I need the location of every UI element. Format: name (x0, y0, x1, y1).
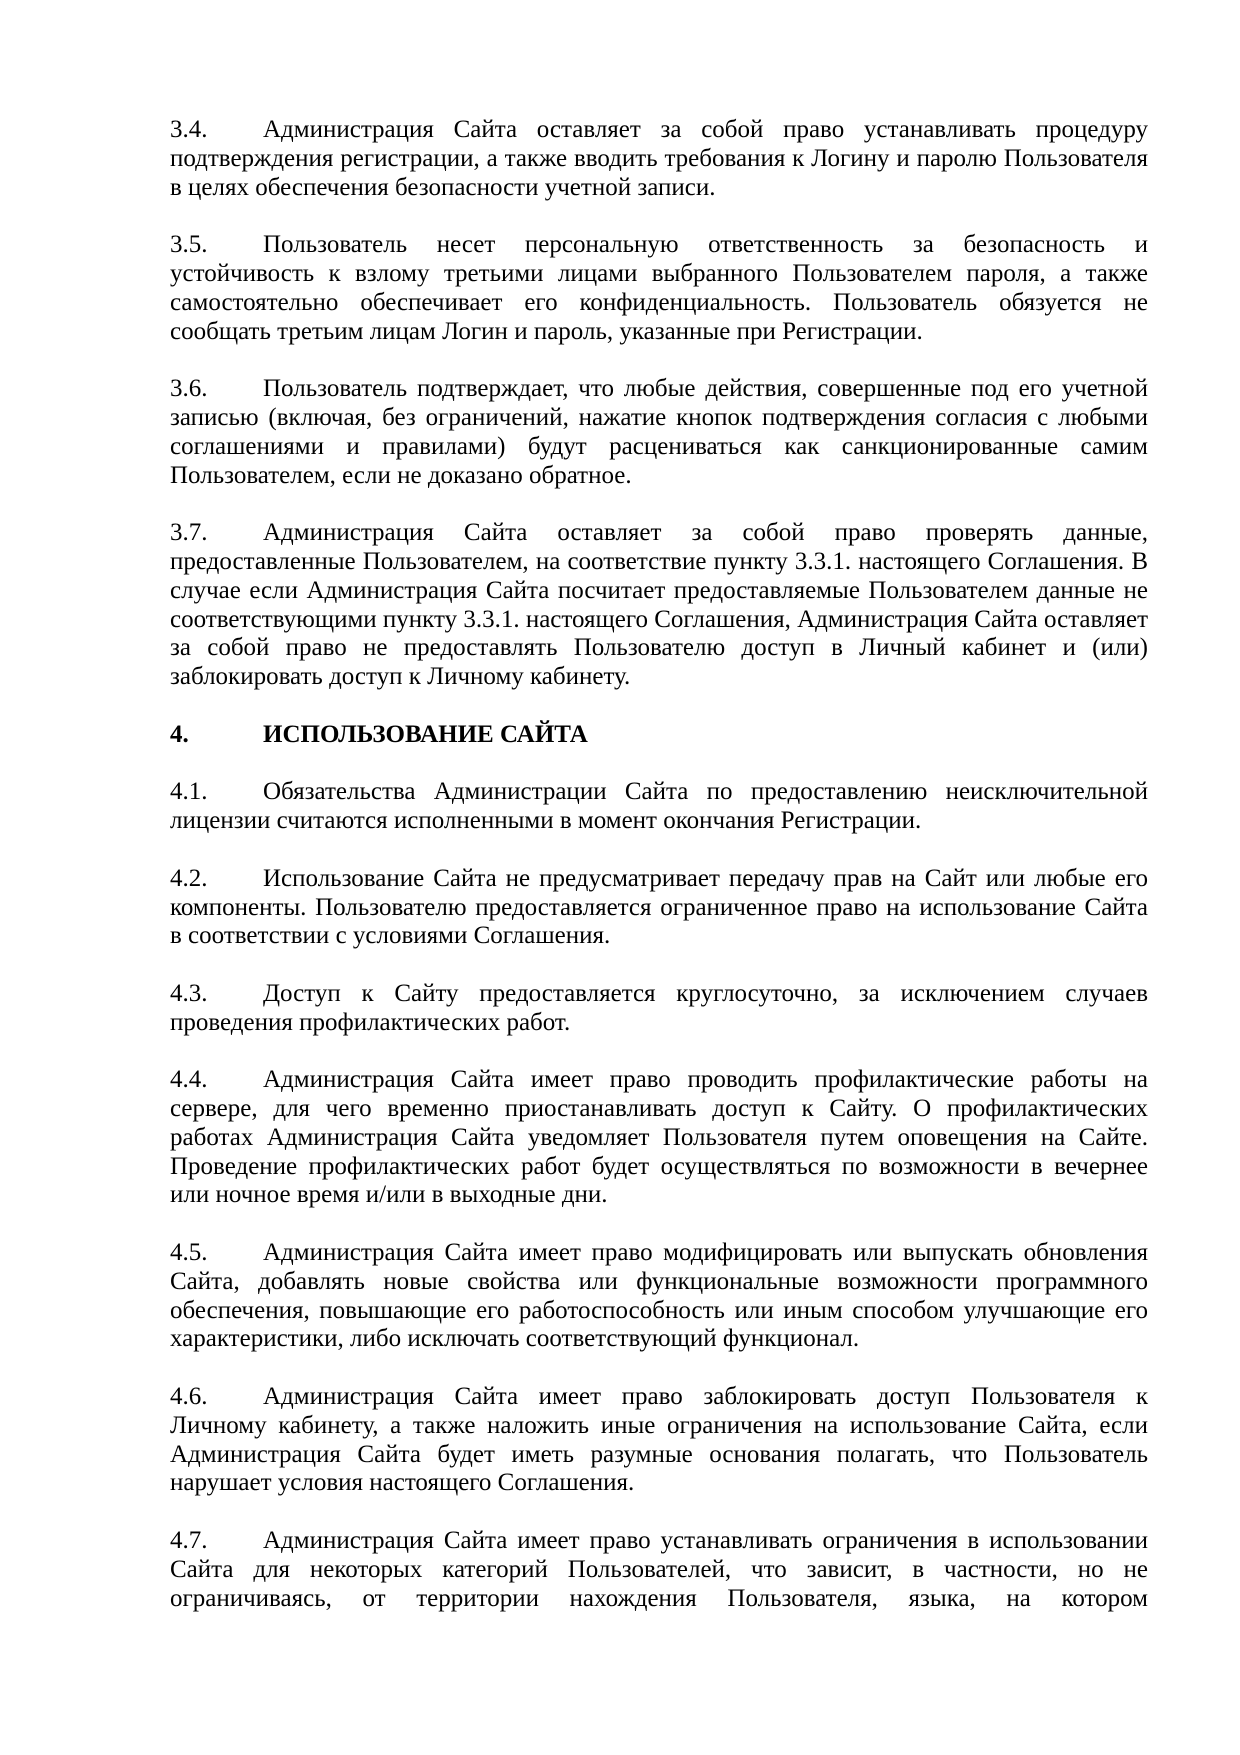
clause-4.7 (170, 1527, 1148, 1613)
clause-number: 4.2. (170, 864, 208, 892)
clause-3.6 (170, 375, 1148, 490)
clause-number: 4.3. (170, 979, 208, 1007)
clause-4.4 (170, 1066, 1148, 1210)
clause-number: 4.1. (170, 778, 208, 806)
clause-text: Администрация Сайта имеет право модифицировать или выпускать обновления Сайта, добавлять новые свойства или функциональные возможности программного обеспечения, повышающие его работоспособность или иным способом улучшающие его характеристики, либо исключать соответствующий функционал. (170, 1239, 1148, 1353)
clause-text: Использование Сайта не предусматривает передачу прав на Сайт или любые его компоненты. Пользователю предоставляется ограниченное право на использование Сайта в соответствии с условиями Соглашения. (170, 864, 1148, 950)
clause-3.4 (170, 116, 1148, 202)
clause-text: Администрация Сайта имеет право устанавливать ограничения в использовании Сайта для некоторых категорий Пользователей, что зависит, в частности, но не ограничиваясь, от территории нахождения Пользователя, языка, на котором (170, 1527, 1148, 1612)
clause-text: Пользователь подтверждает, что любые действия, совершенные под его учетной записью (включая, без ограничений, нажатие кнопок подтверждения согласия с любыми соглашениями и правилами) будут расцениваться как санкционированные самим Пользователем, если не доказано обратное. (170, 375, 1148, 489)
document-content (170, 116, 1148, 1613)
clause-4.3 (170, 980, 1148, 1038)
clause-number: 4.6. (170, 1383, 208, 1411)
clause-number: 4.4. (170, 1066, 208, 1094)
clause-number: 3.7. (170, 519, 208, 547)
clause-4.1 (170, 778, 1148, 836)
clause-number: 4. (170, 720, 189, 748)
clause-text: Обязательства Администрации Сайта по предоставлению неисключительной лицензии считаются исполненными в момент окончания Регистрации. (170, 778, 1148, 835)
clause-number: 3.6. (170, 375, 208, 403)
clause-number: 4.7. (170, 1527, 208, 1555)
clause-4.2 (170, 865, 1148, 951)
clause-number: 3.5. (170, 231, 208, 259)
clause-3.5 (170, 231, 1148, 346)
clause-text: Доступ к Сайту предоставляется круглосуточно, за исключением случаев проведения профилактических работ. (170, 979, 1148, 1036)
clause-text: Администрация Сайта имеет право проводить профилактические работы на сервере, для чего временно приостанавливать доступ к Сайту. О профилактических работах Администрация Сайта уведомляет Пользователя путем оповещения на Сайте. Проведение профилактических работ будет осуществляться по возможности в вечернее или ночное время и/или в выходные дни. (170, 1066, 1148, 1209)
clause-4.6 (170, 1383, 1148, 1498)
clause-text: Администрация Сайта оставляет за собой право устанавливать процедуру подтверждения регистрации, а также вводить требования к Логину и паролю Пользователя в целях обеспечения безопасности учетной записи. (170, 116, 1148, 201)
section-heading-text: ИСПОЛЬЗОВАНИЕ САЙТА (263, 720, 588, 748)
clause-text: Администрация Сайта имеет право заблокировать доступ Пользователя к Личному кабинету, а также наложить иные ограничения на использование Сайта, если Администрация Сайта будет иметь разумные основания полагать, что Пользователь нарушает условия настоящего Соглашения. (170, 1383, 1148, 1497)
section-heading-4 (170, 721, 1148, 750)
clause-text: Пользователь несет персональную ответственность за безопасность и устойчивость к взлому третьими лицами выбранного Пользователем пароля, а также самостоятельно обеспечивает его конфиденциальность. Пользователь обязуется не сообщать третьим лицам Логин и пароль, указанные при Регистрации. (170, 231, 1148, 345)
clause-3.7 (170, 519, 1148, 692)
clause-number: 4.5. (170, 1239, 208, 1267)
clause-number: 3.4. (170, 116, 208, 143)
clause-text: Администрация Сайта оставляет за собой право проверять данные, предоставленные Пользователем, на соответствие пункту 3.3.1. настоящего Соглашения. В случае если Администрация Сайта посчитает предоставляемые Пользователем данные не соответствующими пункту 3.3.1. настоящего Соглашения, Администрация Сайта оставляет за собой право не предоставлять Пользователю доступ в Личный кабинет и (или) заблокировать доступ к Личному кабинету. (170, 519, 1148, 691)
clause-4.5 (170, 1239, 1148, 1354)
